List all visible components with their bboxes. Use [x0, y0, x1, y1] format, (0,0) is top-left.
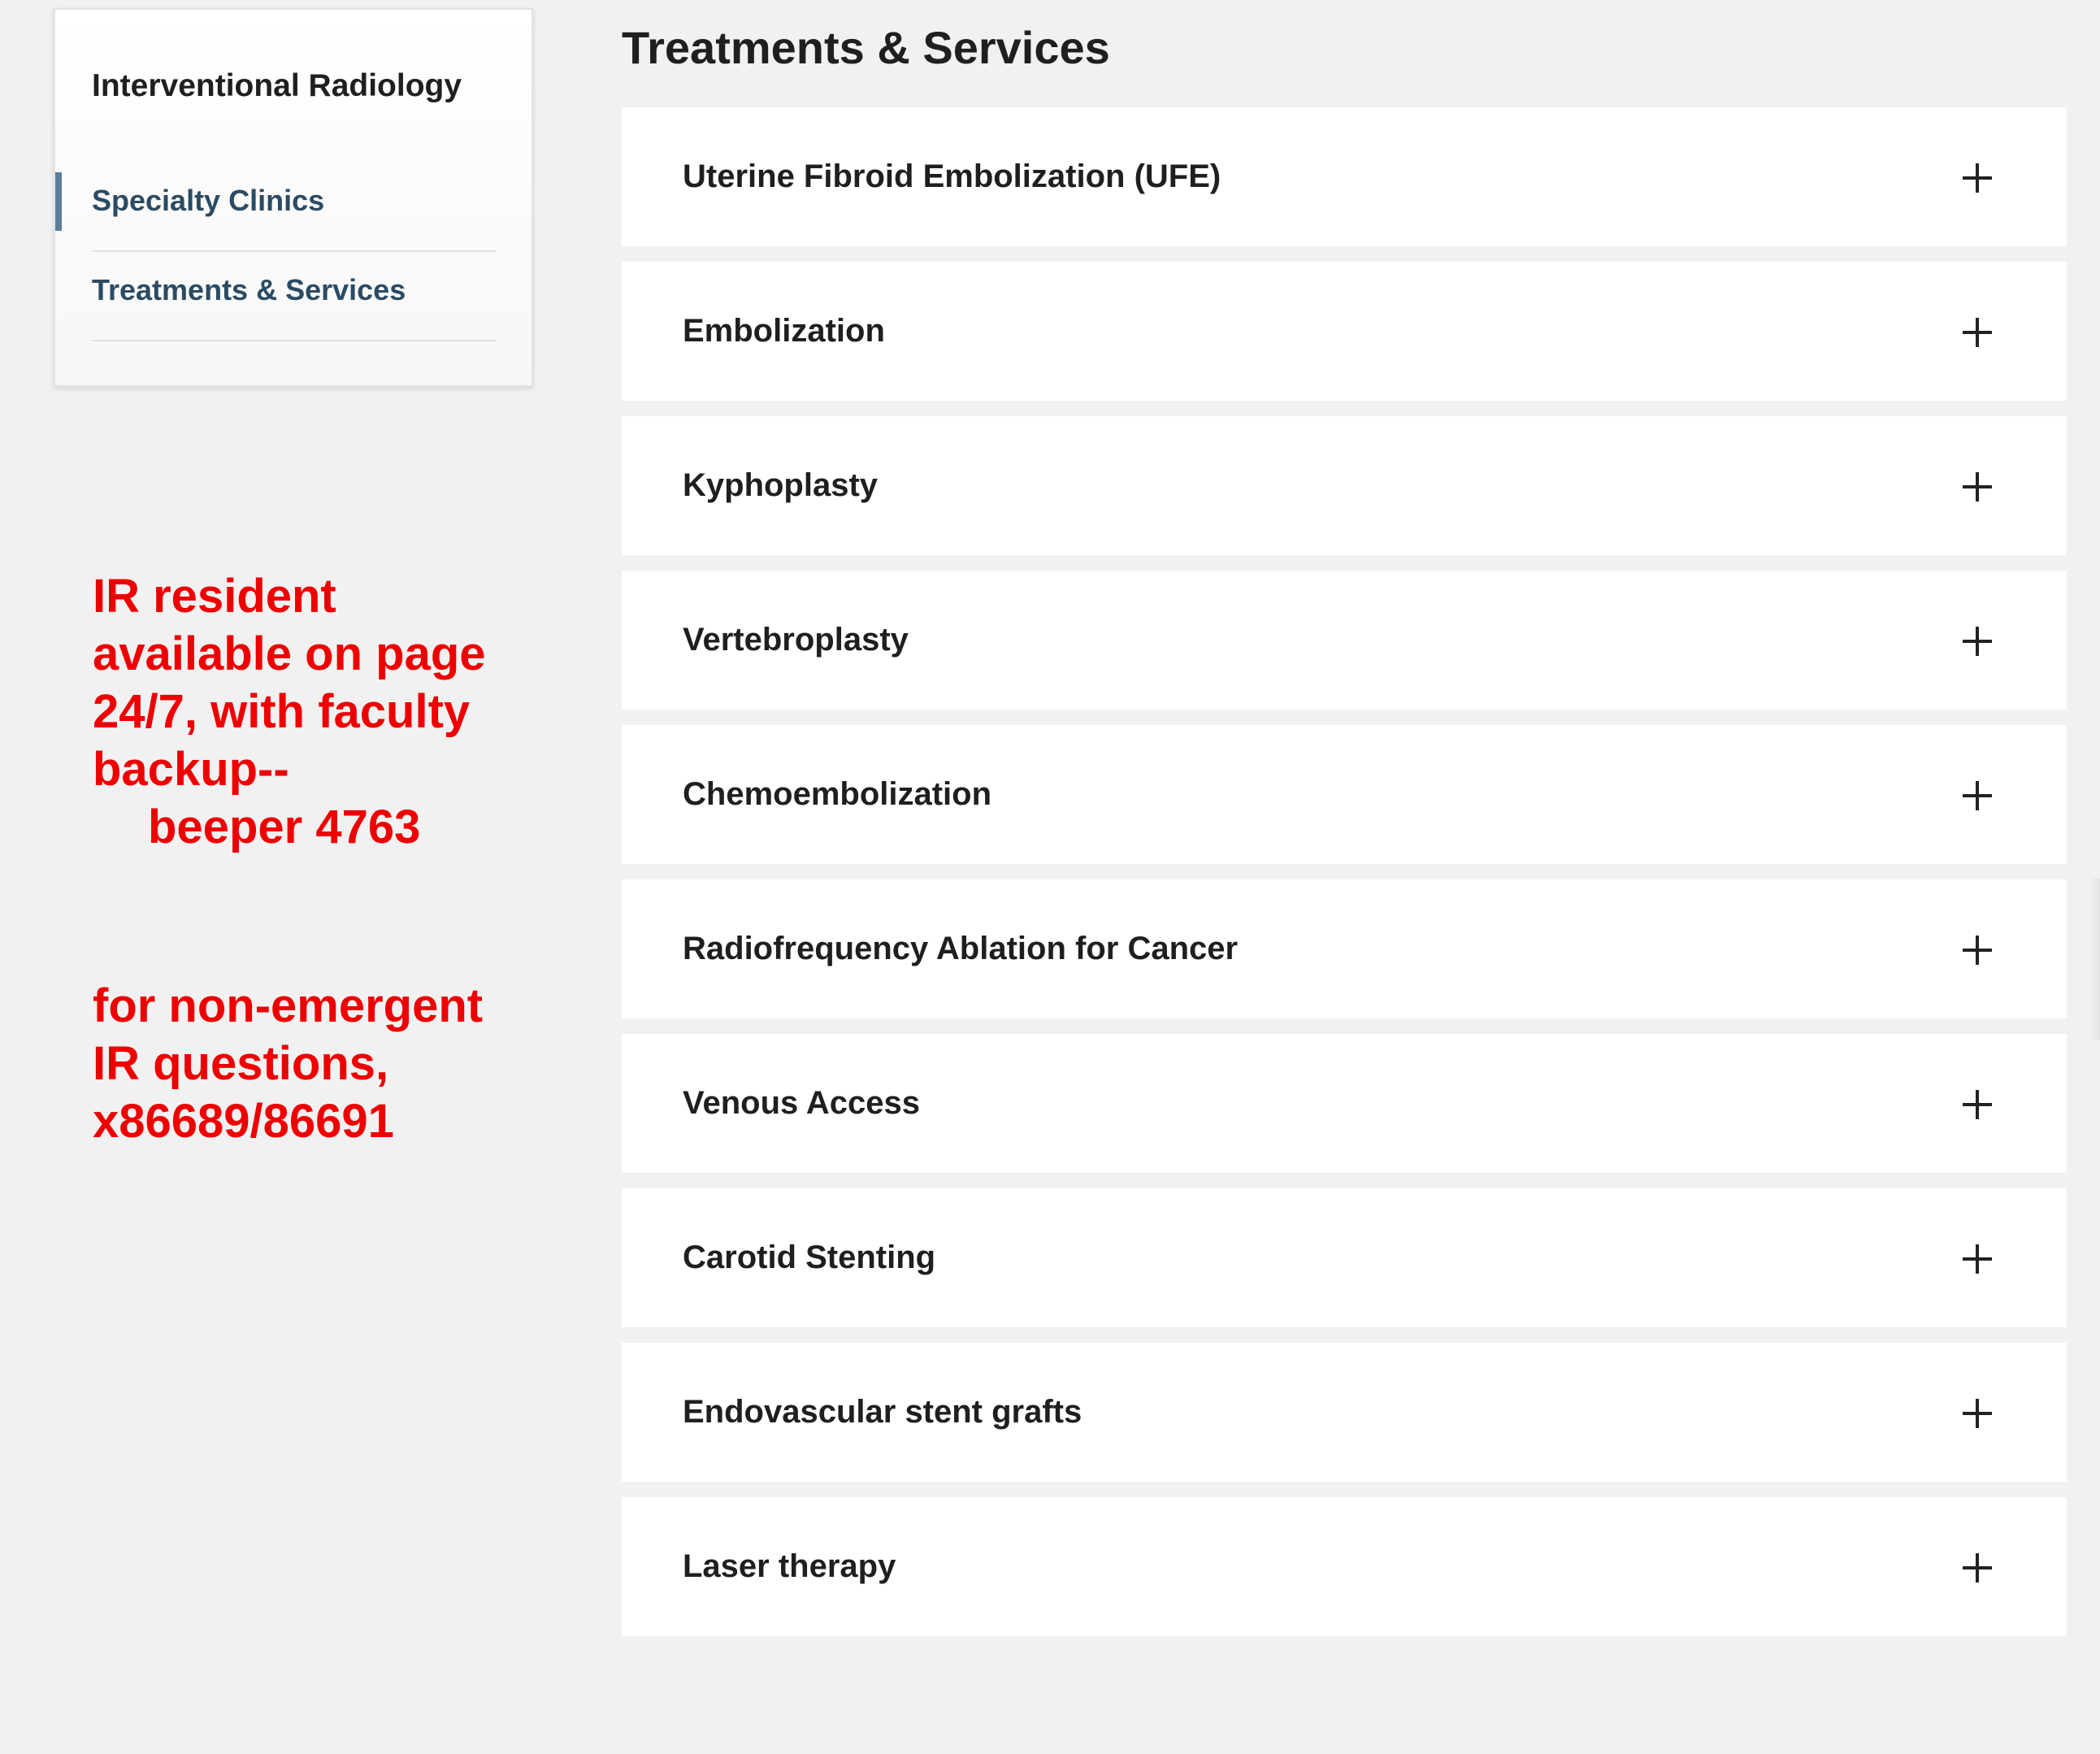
accordion-item-laser-therapy[interactable]	[622, 1497, 2067, 1636]
sidebar-title: Interventional Radiology	[92, 68, 462, 103]
page-title: Treatments & Services	[622, 22, 1110, 73]
accordion-item-ufe[interactable]	[622, 107, 2067, 246]
plus-icon[interactable]	[1963, 1244, 1992, 1274]
treatments-accordion	[622, 107, 2067, 1652]
accordion-item-label[interactable]: Radiofrequency Ablation for Cancer	[683, 931, 1239, 966]
plus-icon[interactable]	[1963, 472, 1992, 501]
accordion-item-rfa[interactable]	[622, 879, 2067, 1018]
accordion-item-label[interactable]: Vertebroplasty	[683, 622, 909, 658]
plus-icon[interactable]	[1963, 1399, 1992, 1428]
sidebar-item-label[interactable]: Treatments & Services	[92, 273, 406, 306]
accordion-item-label[interactable]: Chemoembolization	[683, 776, 992, 812]
edge-shadow	[2090, 878, 2100, 1040]
plus-icon[interactable]	[1963, 627, 1992, 656]
plus-icon[interactable]	[1963, 163, 1992, 193]
plus-icon[interactable]	[1963, 781, 1992, 810]
active-indicator	[55, 172, 62, 231]
sidebar-nav	[55, 163, 532, 341]
annotation-note-pager	[93, 567, 486, 856]
note-line: 24/7, with faculty	[93, 685, 471, 738]
note-line: beeper 4763	[148, 801, 421, 853]
accordion-item-venous-access[interactable]	[622, 1034, 2067, 1173]
accordion-item-carotid-stenting[interactable]	[622, 1188, 2067, 1327]
sidebar-item-treatments-services[interactable]	[92, 252, 497, 341]
sidebar-card	[54, 8, 533, 387]
accordion-item-label[interactable]: Endovascular stent grafts	[683, 1394, 1083, 1430]
note-line: backup--	[93, 743, 289, 796]
accordion-item-kyphoplasty[interactable]	[622, 416, 2067, 555]
accordion-item-chemoembolization[interactable]	[622, 725, 2067, 864]
note-line: for non-emergent	[93, 979, 484, 1032]
sidebar-item-specialty-clinics[interactable]	[92, 163, 497, 252]
note-line: IR resident	[93, 570, 336, 623]
note-line: x86689/86691	[93, 1095, 394, 1148]
accordion-item-label[interactable]: Embolization	[683, 313, 885, 349]
annotation-note-extension	[93, 977, 483, 1150]
accordion-item-label[interactable]: Venous Access	[683, 1085, 921, 1121]
sidebar-item-label[interactable]: Specialty Clinics	[92, 184, 325, 217]
accordion-item-vertebroplasty[interactable]	[622, 571, 2067, 710]
accordion-item-label[interactable]: Kyphoplasty	[683, 467, 879, 503]
plus-icon[interactable]	[1963, 1553, 1992, 1583]
accordion-item-label[interactable]: Laser therapy	[683, 1548, 896, 1584]
plus-icon[interactable]	[1963, 318, 1992, 347]
note-line: available on page	[93, 627, 486, 680]
plus-icon[interactable]	[1963, 936, 1992, 965]
plus-icon[interactable]	[1963, 1090, 1992, 1119]
accordion-item-label[interactable]: Uterine Fibroid Embolization (UFE)	[683, 158, 1221, 194]
accordion-item-embolization[interactable]	[622, 262, 2067, 401]
accordion-item-label[interactable]: Carotid Stenting	[683, 1240, 936, 1275]
accordion-item-stent-grafts[interactable]	[622, 1343, 2067, 1482]
note-line: IR questions,	[93, 1037, 389, 1090]
